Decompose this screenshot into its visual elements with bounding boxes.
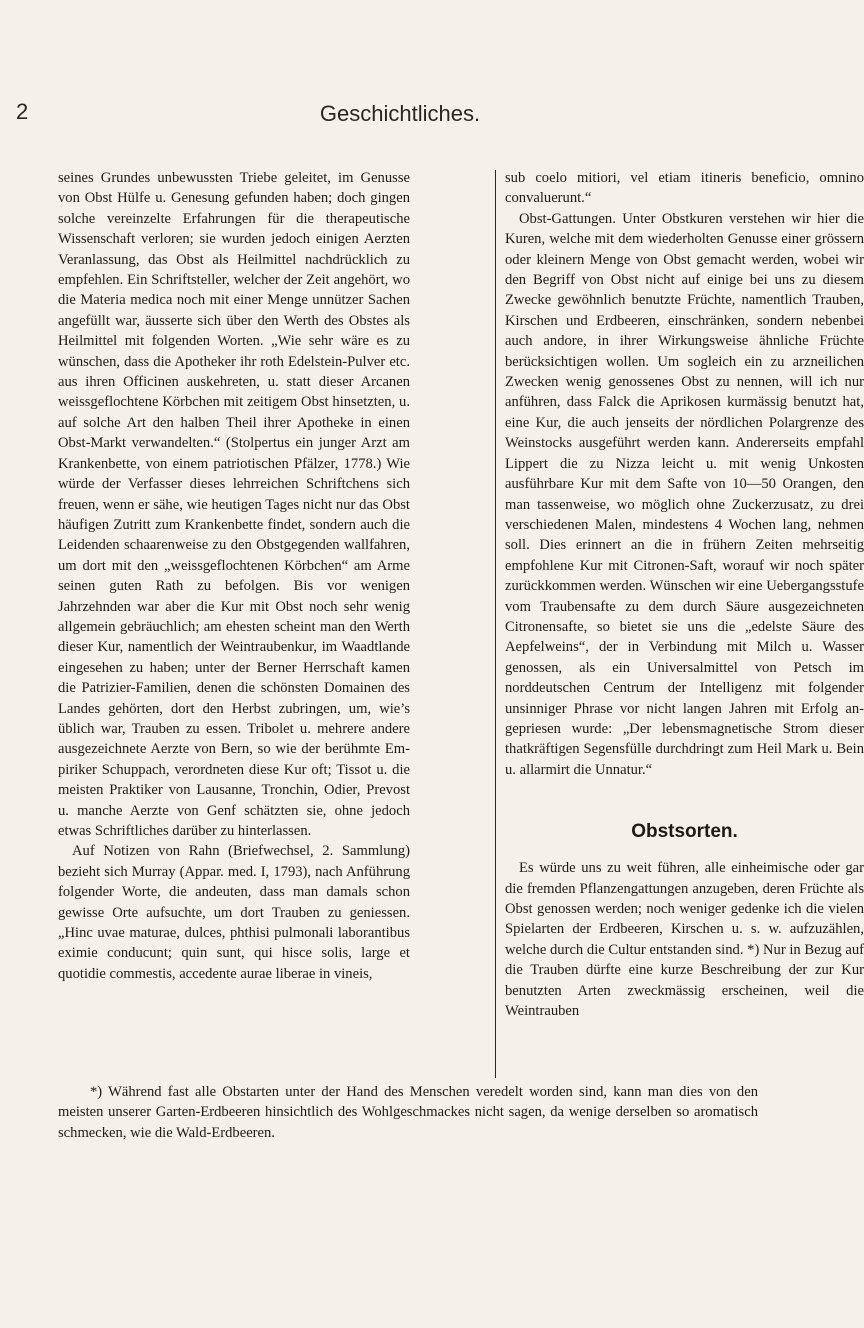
page-number: 2 xyxy=(16,99,29,124)
column-divider xyxy=(495,170,496,1078)
footnote-text: *) Während fast alle Obstarten unter der Hand des Menschen veredelt worden sind, kann man dies von den meisten unserer Garten-Erdbeeren hinsichtlich des Wohlgeschmackes nicht sagen, da wenige derselben so aromatisch schmecken, wie die Wald-Erdbeeren. xyxy=(58,1084,758,1141)
left-paragraph-2: Auf Notizen von Rahn (Briefwechsel, 2. Sammlung) bezieht sich Murray (Appar. med. I, 1793), nach Anführung folgender Worte, die andeuten, dass man damals schon gewisse Orte aufsuchte, um dort Trauben zu geniessen. „Hinc uvae maturae, dulces, phthisi pulmonali laborantibus eximie conducunt; quin sunt, qui hisce solis, large et quotidie commestis, accedente aurae liberae in vineis, xyxy=(58,843,410,982)
section-heading: Obstsorten. xyxy=(631,821,738,843)
running-head: Geschichtliches. xyxy=(319,101,481,126)
right-paragraph-3: Es würde uns zu weit führen, alle einheimische oder gar die fremden Pflanzengattungen anzugeben, deren Früchte als Obst genossen werden; noch weniger gedenke ich die vielen Spielarten der Erdbeeren, Kirschen u. s. w. aufzuzählen, welche durch die Cultur entstanden sind. *) Nur in Bezug auf die Trauben dürfte eine kurze Beschreibung der zur Kur benutzten Arten zweckmässig erscheinen, weil die Weintrauben xyxy=(505,860,864,1020)
left-column xyxy=(58,168,410,984)
footnote xyxy=(58,1082,758,1143)
left-paragraph-1: seines Grundes unbewussten Triebe geleitet, im Genusse von Obst Hülfe u. Genesung gefunden haben; doch gingen solche vereinzelte Erfahrungen für die therapeutische Wissenschaft verloren; sie wurden jedoch einigen Aerzten Veranlassung, das Obst als Heilmittel nachdrücklich zu empfehlen. Ein Schriftsteller, welcher der Zeit angehört, wo die Materia medica noch mit einer Menge unnützer Sachen angefüllt war, äusserte sich über den Werth des Obstes als Heilmittel mit folgenden Worten. „Wie sehr wäre es zu wünschen, dass die Apotheker ihr roth Edelstein-Pulver etc. aus ihren Officinen auskehreten, u. statt dieser Arcanen weissgeflochtene Körbchen mit zeitigem Obst hinsetzten, u. auf solche Art den halben Theil ihrer Apotheke in einen Obst-Markt verwandelten.“ (Stolpertus ein junger Arzt am Krankenbette, von einem patriotischen Pfälzer, 1778.) Wie würde der Verfasser dieses lehrreichen Schriftchens sich freuen, wenn er sähe, wie heutigen Tages nicht nur das Obst häufigen Zutritt zum Krankenbette findet, sondern auch die Leidenden schaarenweise zu den Obstgegenden wallfahren, um dort mit den „weissgeflochtenen Körbchen“ am Arme seinen guten Rath zu befolgen. Bis vor wenigen Jahrzehnden war aber die Kur mit Obst noch sehr wenig allgemein gebräuchlich; am ehesten scheint man den Werth dieser Kur, namentlich der Weintraubenkur, im Waadtlande eingesehen zu haben; unter der Berner Herrschaft kamen die Patrizier-Familien, denen die schönsten Domainen des Landes gehörten, dort den Herbst zubringen, um, wie’s üblich war, Trauben zu essen. Tribolet u. mehrere andere ausgezeichnete Aerzte von Bern, so wie der berühmte Empiriker Schuppach, verordneten diese Kur oft; Tissot u. die meisten Praktiker von Lausanne, Tronchin, Odier, Prevost u. manche Aerzte von Genf schätzten sie, ohne jedoch etwas Schriftliches darüber zu hinterlassen. xyxy=(58,170,410,839)
right-paragraph-2: Obst-Gattungen. Unter Obstkuren verstehen wir hier die Kuren, welche mit dem wiederholten Genusse einer grössern oder kleinern Menge von Obst gemacht werden, wobei wir den Begriff von Obst nicht auf einige bei uns zu diesem Zwecke gewöhnlich benutzte Früchte, namentlich Trauben, Kirschen und Erdbeeren, einschränken, sondern nebenbei auch andore, in ihrer Wirkungsweise ähnliche Früchte berücksichtigen wollen. Um sogleich ein zu arzneilichen Zwecken wenig genossenes Obst zu nennen, will ich nur anführen, dass Falck die Aprikosen kurmässig benutzt hat, eine Kur, die auch jenseits der nördlichen Polargrenze des Weinstocks ausgeführt werden kann. Andererseits empfahl Lippert die zu Nizza leicht u. mit wenig Unkosten ausführbare Kur mit dem Safte von 10—50 Orangen, den man tassenweise, wo möglich ohne Zuckerzusatz, zu drei verschiedenen Malen, mindestens 4 Wochen lang, nehmen soll. Dies erinnert an die in frühern Zeiten mehrseitig empfohlene Kur mit Citronen-Saft, worauf wir noch später zurückkommen werden. Wünschen wir eine Uebergangsstufe vom Traubensafte zu dem durch Säure ausgezeichneten Citronensafte, so bietet sie uns die „edelste Säure des Aepfelweins“, der in Verbindung mit Milch u. Wasser genossen, als ein Universalmittel von Petsch im norddeutschen Centrum der Intelligenz mit folgender unsinniger Phrase vor nicht langen Jahren mit Erfolg angepriesen wurde: „Der lebensmagnetische Strom dieser thatkräftigen Segensfülle durchdringt zum Heil Mark u. Bein u. allarmirt die Unnatur.“ xyxy=(505,210,864,778)
right-paragraph-1: sub coelo mitiori, vel etiam itineris beneficio, omnino convaluerunt.“ xyxy=(505,170,864,207)
right-column xyxy=(505,168,864,1021)
